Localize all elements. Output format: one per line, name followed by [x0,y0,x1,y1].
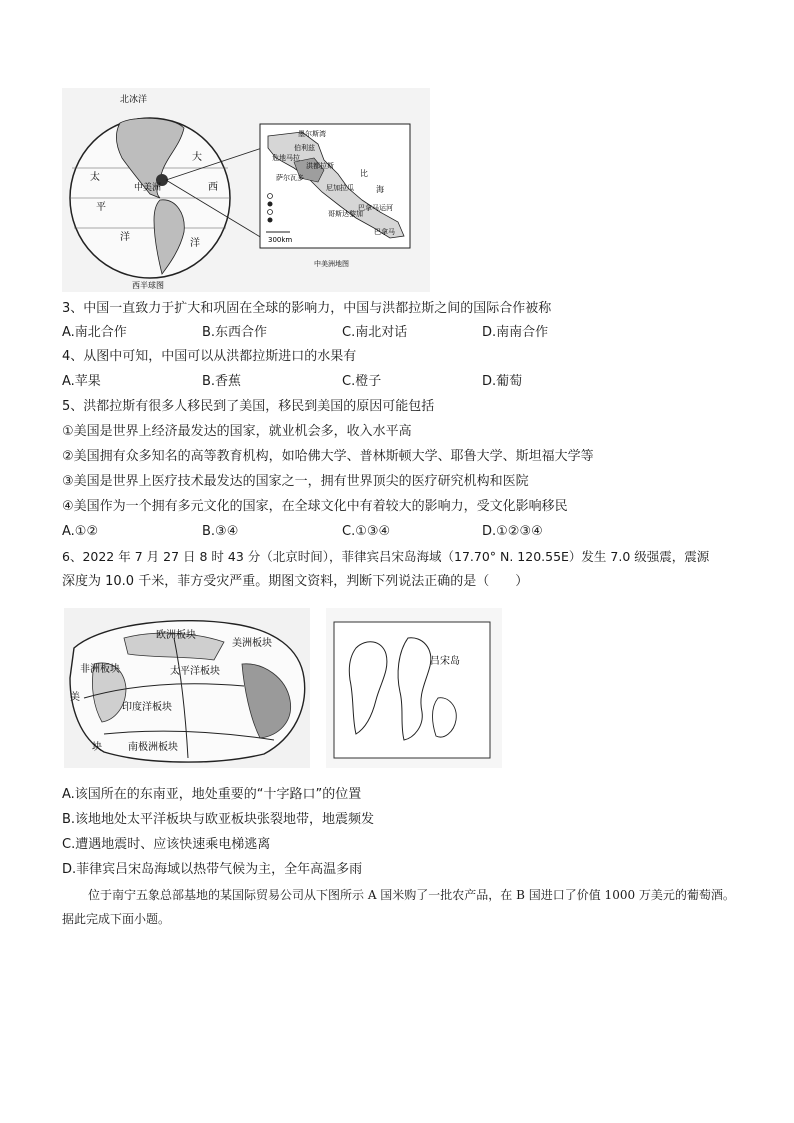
inset-label-nicaragua: 尼加拉瓜 [326,184,354,192]
q3-option-a[interactable]: A.南北合作 [62,325,127,340]
inset-label-bi: 比 [360,169,368,178]
q6-option-d[interactable]: D.菲律宾吕宋岛海域以热带气候为主，全年高温多雨 [62,862,363,877]
yang-label-2: 洋 [190,238,200,249]
q4-option-c[interactable]: C.橙子 [342,374,382,389]
da-label: 大 [192,152,202,163]
q4-option-b[interactable]: B.香蕉 [202,374,242,389]
central-america-label: 中美洲 [134,183,162,193]
kuai-label: 块 [92,742,102,753]
african-plate-label: 非洲板块 [80,664,120,675]
question-4-stem: 4、从图中可知，中国可以从洪都拉斯进口的水果有 [62,349,357,364]
central-america-inset-map [260,124,410,248]
reading-passage: 位于南宁五象总部基地的某国际贸易公司从下图所示 A 国米购了一批农产品，在 B 国进口了价值 1000 万美元的葡萄酒。据此完成下面小题。 [62,888,735,926]
luzon-label: 吕宋岛 [430,656,460,667]
inset-label-north: 墨尔斯湾 [298,130,326,138]
inset-label-guatemala: 危地马拉 [272,154,300,162]
q3-option-d[interactable]: D.南南合作 [482,325,549,340]
inset-label-belize: 伯利兹 [294,144,315,152]
eurasian-plate-label: 欧洲板块 [156,630,196,641]
question-6-stem-line-2: 深度为 10.0 千米，菲方受灾严重。期图文资料，判断下列说法正确的是（ ） [62,574,529,589]
q5-option-a[interactable]: A.①② [62,524,99,539]
hemisphere-globe [70,118,230,278]
tai-label: 太 [90,172,100,183]
inset-label-panama: 巴拿马 [374,228,395,236]
luzon-island-map-figure [326,608,502,768]
q5-item-1: ①美国是世界上经济最发达的国家，就业机会多，收入水平高 [62,424,412,439]
q5-item-4: ④美国作为一个拥有多元文化的国家，在全球文化中有着较大的影响力，受文化影响移民 [62,499,568,514]
xi-label: 西 [208,182,218,193]
question-3-stem: 3、中国一直致力于扩大和巩固在全球的影响力，中国与洪都拉斯之间的国际合作被称 [62,301,552,316]
q6-option-c[interactable]: C.遭遇地震时、应该快速乘电梯逃离 [62,837,271,852]
q5-item-3: ③美国是世界上医疗技术最发达的国家之一，拥有世界顶尖的医疗研究机构和医院 [62,474,529,489]
q6-option-a[interactable]: A.该国所在的东南亚，地处重要的“十字路口”的位置 [62,787,362,802]
q6-option-b[interactable]: B.该地地处太平洋板块与欧亚板块张裂地带，地震频发 [62,812,375,827]
q4-option-d[interactable]: D.葡萄 [482,374,523,389]
q5-option-c[interactable]: C.①③④ [342,524,391,539]
american-plate-label: 美洲板块 [232,638,272,649]
pacific-plate-label: 太平洋板块 [170,666,220,677]
q4-option-a[interactable]: A.苹果 [62,374,101,389]
inset-label-costa-rica: 哥斯达黎加 [328,210,363,218]
inset-label-salvador: 萨尔瓦多 [276,174,304,182]
question-6-stem-line-1: 6、2022 年 7 月 27 日 8 时 43 分（北京时间），菲律宾吕宋岛海域（17.70° N. 120.55E）发生 7.0 级强震，震源 [62,549,710,564]
ping-label: 平 [96,202,106,213]
indian-plate-label: 印度洋板块 [122,702,172,713]
plate-tectonics-map-figure [64,608,310,768]
q3-option-b[interactable]: B.东西合作 [202,325,268,340]
inset-label-honduras: 洪都拉斯 [306,162,334,170]
antarctic-plate-label: 南极洲板块 [128,742,178,753]
q5-option-d[interactable]: D.①②③④ [482,524,543,539]
inset-label-hai: 海 [376,185,384,194]
q5-option-b[interactable]: B.③④ [202,524,239,539]
central-america-caption: 中美洲地图 [314,260,349,268]
q5-item-2: ②美国拥有众多知名的高等教育机构，如哈佛大学、普林斯顿大学、耶鲁大学、斯坦福大学等 [62,449,594,464]
inset-scale-label: 300km [268,236,293,244]
western-hemisphere-map-figure [62,88,430,292]
arctic-ocean-label: 北冰洋 [120,95,148,105]
western-hemisphere-caption: 西半球图 [132,281,164,290]
yang-label-1: 洋 [120,232,130,243]
inset-label-panama-canal: 巴拿马运河 [358,204,393,212]
q3-option-c[interactable]: C.南北对话 [342,325,408,340]
question-5-stem: 5、洪都拉斯有很多人移民到了美国，移民到美国的原因可能包括 [62,399,435,414]
mei-label: 美 [70,692,80,703]
